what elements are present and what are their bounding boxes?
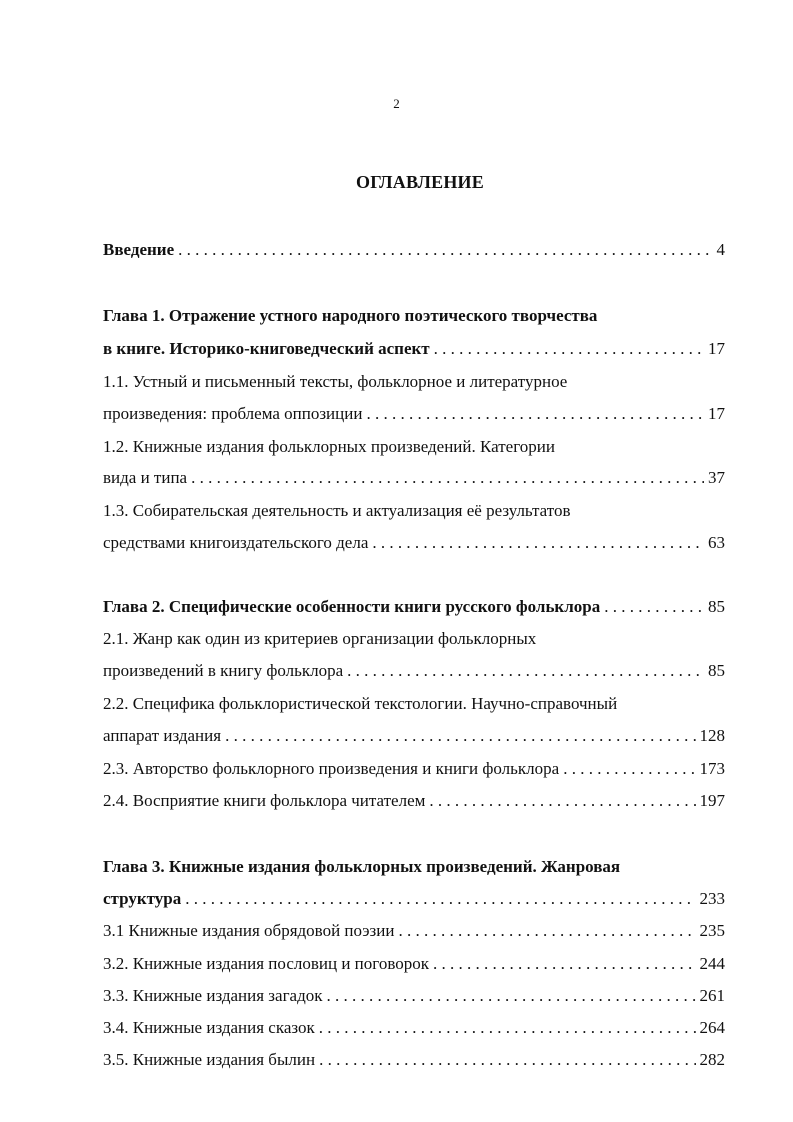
toc-section-1-1-title[interactable]: 1.1. Устный и письменный тексты, фольклорное и литературное <box>103 372 568 391</box>
dot-leader <box>604 595 704 619</box>
dot-leader <box>347 659 704 683</box>
dot-leader <box>366 402 704 426</box>
toc-chapter-2[interactable] <box>103 595 725 619</box>
toc-entry-title: аппарат издания <box>103 726 222 745</box>
toc-section-2-3[interactable] <box>103 757 725 781</box>
toc-section-2-2[interactable] <box>103 724 725 748</box>
toc-page-number: 17 <box>708 404 725 423</box>
toc-section-2-1-title[interactable]: 2.1. Жанр как один из критериев организации фольклорных <box>103 629 537 648</box>
toc-section-2-1[interactable] <box>103 659 725 683</box>
toc-entry-title: 2.4. Восприятие книги фольклора читателем <box>103 791 426 810</box>
toc-section-3-3[interactable] <box>103 984 725 1008</box>
toc-entry-title: структура <box>103 889 182 908</box>
toc-chapter-1[interactable] <box>103 337 725 361</box>
toc-page-number: 244 <box>699 954 725 973</box>
toc-page-number: 4 <box>716 240 725 259</box>
toc-entry-title: 3.1 Книжные издания обрядовой поэзии <box>103 921 395 940</box>
toc-section-1-2-title[interactable]: 1.2. Книжные издания фольклорных произведений. Категории <box>103 437 555 456</box>
dot-leader <box>372 531 704 555</box>
toc-page-number: 17 <box>708 339 725 358</box>
dot-leader <box>429 789 695 813</box>
toc-section-3-5[interactable] <box>103 1048 725 1072</box>
dot-leader <box>185 887 695 911</box>
toc-section-1-2[interactable] <box>103 466 725 490</box>
dot-leader <box>327 984 696 1008</box>
toc-chapter-3[interactable] <box>103 887 725 911</box>
toc-page-number: 85 <box>708 597 725 616</box>
toc-section-3-2[interactable] <box>103 952 725 976</box>
toc-section-1-3[interactable] <box>103 531 725 555</box>
toc-section-3-4[interactable] <box>103 1016 725 1040</box>
toc-page-number: 282 <box>699 1050 725 1069</box>
toc-entry-intro[interactable] <box>103 238 725 262</box>
toc-page-number: 173 <box>699 759 725 778</box>
dot-leader <box>178 238 712 262</box>
toc-page-number: 197 <box>699 791 725 810</box>
toc-chapter-1-title[interactable]: Глава 1. Отражение устного народного поэтического творчества <box>103 306 598 325</box>
page-title: ОГЛАВЛЕНИЕ <box>356 172 484 192</box>
toc-page-number: 233 <box>699 889 725 908</box>
toc-entry-title: 3.4. Книжные издания сказок <box>103 1018 315 1037</box>
dot-leader <box>225 724 695 748</box>
toc-entry-title: средствами книгоиздательского дела <box>103 533 369 552</box>
toc-section-3-1[interactable] <box>103 919 725 943</box>
toc-entry-title: в книге. Историко-книговедческий аспект <box>103 339 430 358</box>
toc-chapter-3-title[interactable]: Глава 3. Книжные издания фольклорных произведений. Жанровая <box>103 857 621 876</box>
dot-leader <box>191 466 704 490</box>
dot-leader <box>433 952 696 976</box>
toc-entry-title: произведений в книгу фольклора <box>103 661 344 680</box>
toc-page-number: 128 <box>699 726 725 745</box>
dot-leader <box>398 919 695 943</box>
toc-entry-title: 3.3. Книжные издания загадок <box>103 986 323 1005</box>
toc-page-number: 63 <box>708 533 725 552</box>
toc-section-1-3-title[interactable]: 1.3. Собирательская деятельность и актуализация её результатов <box>103 501 571 520</box>
toc-page-number: 235 <box>699 921 725 940</box>
toc-entry-title: Введение <box>103 240 175 259</box>
toc-page-number: 37 <box>708 468 725 487</box>
toc-entry-title: 3.5. Книжные издания былин <box>103 1050 316 1069</box>
toc-page-number: 85 <box>708 661 725 680</box>
toc-section-2-2-title[interactable]: 2.2. Специфика фольклористической текстологии. Научно-справочный <box>103 694 618 713</box>
dot-leader <box>319 1048 695 1072</box>
toc-entry-title: Глава 2. Специфические особенности книги русского фольклора <box>103 597 601 616</box>
dot-leader <box>434 337 704 361</box>
dot-leader <box>319 1016 696 1040</box>
toc-entry-title: 2.3. Авторство фольклорного произведения и книги фольклора <box>103 759 560 778</box>
dot-leader <box>563 757 695 781</box>
toc-entry-title: вида и типа <box>103 468 188 487</box>
toc-section-2-4[interactable] <box>103 789 725 813</box>
toc-entry-title: 3.2. Книжные издания пословиц и поговорок <box>103 954 429 973</box>
toc-entry-title: произведения: проблема оппозиции <box>103 404 363 423</box>
toc-section-1-1[interactable] <box>103 402 725 426</box>
toc-page-number: 261 <box>699 986 725 1005</box>
page-number: 2 <box>393 96 400 111</box>
toc-page-number: 264 <box>699 1018 725 1037</box>
